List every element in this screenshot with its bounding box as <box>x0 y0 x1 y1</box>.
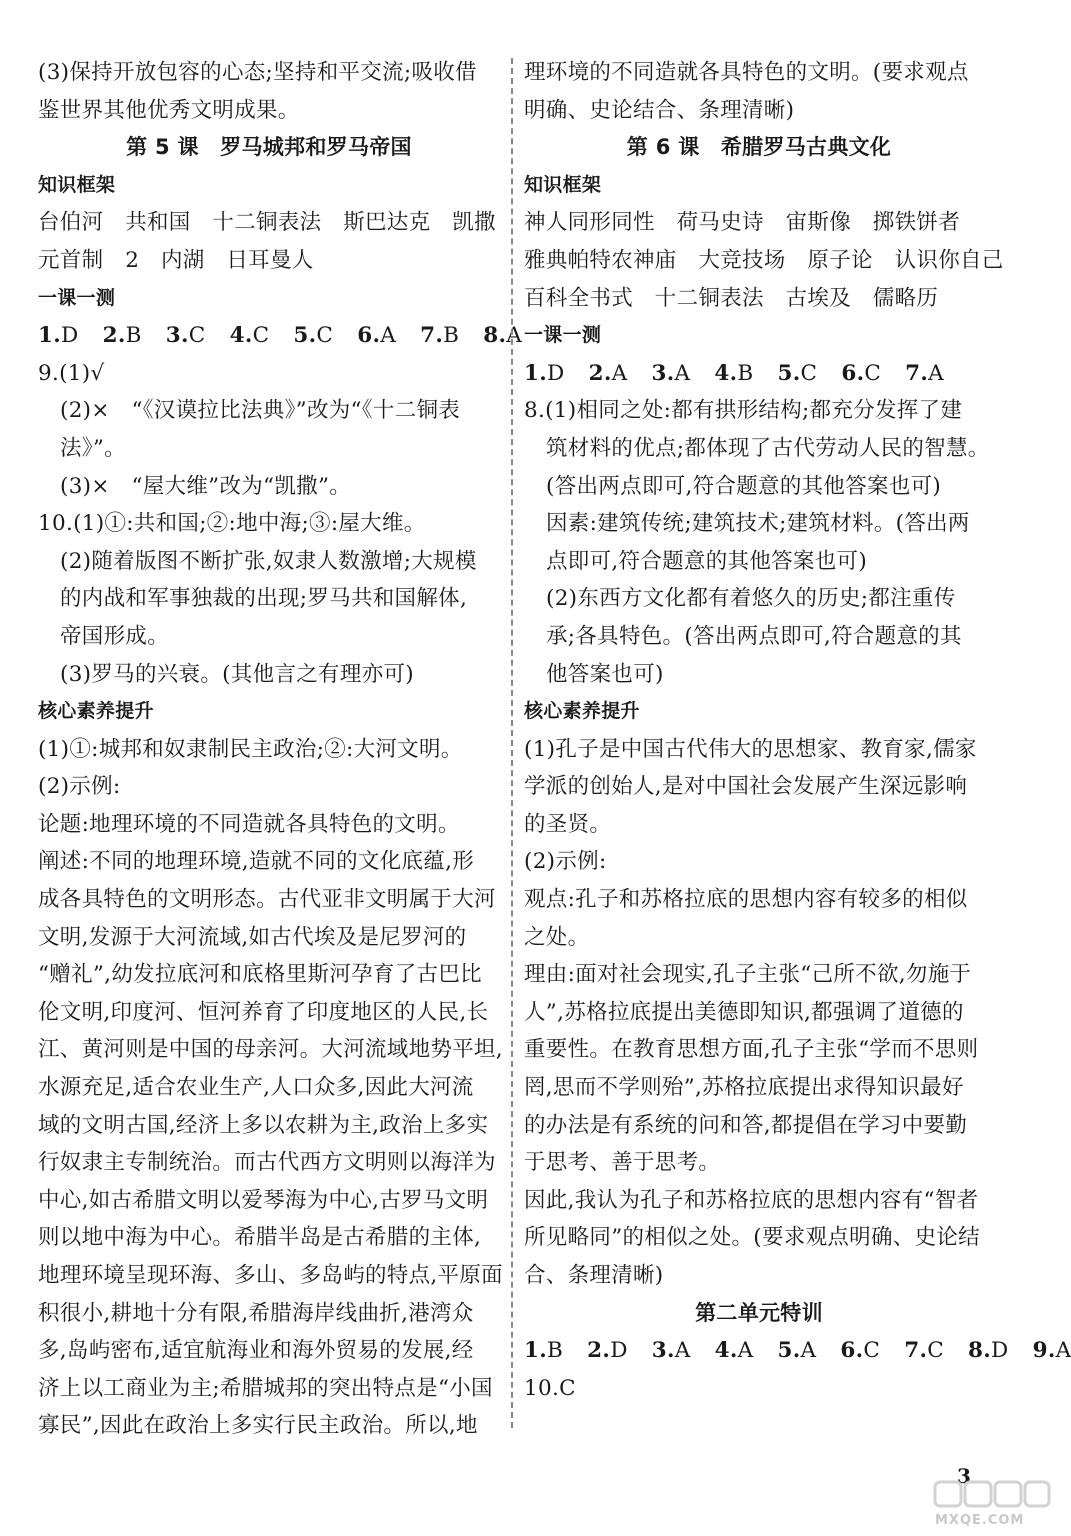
answer-choice: A <box>737 1338 754 1364</box>
answer-choice: B <box>737 360 754 386</box>
text-line: 文明,发源于大河流域,如古代埃及是尼罗河的 <box>38 924 467 950</box>
answer-number: 6. <box>840 1338 864 1364</box>
text-line: 神人同形同性 荷马史诗 宙斯像 掷铁饼者 <box>524 210 961 236</box>
answer-number: 8. <box>968 1338 992 1364</box>
answer-number: 1. <box>524 1338 548 1364</box>
answer-item <box>1033 1332 1071 1370</box>
answer-item <box>420 317 459 355</box>
answer-item <box>103 317 142 355</box>
text-line: 积很小,耕地十分有限,希腊海岸线曲折,港湾众 <box>38 1300 474 1326</box>
answer-row <box>524 1332 1071 1370</box>
answer-choice: A <box>380 323 397 349</box>
text-line: (3)罗马的兴衰。(其他言之有理亦可) <box>60 661 414 687</box>
answer-choice: A <box>674 1338 691 1364</box>
text-line: 寡民”,因此在政治上多实行民主政治。所以,地 <box>38 1413 478 1439</box>
answer-item <box>778 1332 817 1370</box>
text-line: 明确、史论结合、条理清晰) <box>524 97 795 123</box>
text-line: (3)× “屋大维”改为“凯撒”。 <box>60 473 352 499</box>
answer-number: 7. <box>904 1338 928 1364</box>
text-line: 因此,我认为孔子和苏格拉底的思想内容有“智者 <box>524 1187 979 1213</box>
text-line: 水源充足,适合农业生产,人口众多,因此大河流 <box>38 1075 474 1101</box>
answer-number: 3. <box>165 323 189 349</box>
text-line: 中心,如古希腊文明以爱琴海为中心,古罗马文明 <box>38 1187 489 1213</box>
section-heading: 一课一测 <box>38 286 116 309</box>
text-line: 域的文明古国,经济上多以农耕为主,政治上多实 <box>38 1112 489 1138</box>
right-column <box>524 54 1071 1407</box>
text-line: 则以地中海为中心。希腊半岛是古希腊的主体, <box>38 1225 482 1251</box>
text-line: 10.C <box>524 1375 576 1401</box>
answer-choice: C <box>864 360 882 386</box>
answer-item <box>357 317 396 355</box>
text-line: 人”,苏格拉底提出美德即知识,都强调了道德的 <box>524 999 964 1025</box>
answer-item <box>166 317 206 355</box>
answer-item <box>715 1332 754 1370</box>
text-line: (2)示例: <box>38 774 121 800</box>
text-line: 他答案也可) <box>546 661 664 687</box>
answer-number: 2. <box>102 323 126 349</box>
text-line: 百科全书式 十二铜表法 古埃及 儒略历 <box>524 285 939 311</box>
answer-choice: C <box>252 323 270 349</box>
answer-item <box>652 1332 691 1370</box>
text-line: (1)孔子是中国古代伟大的思想家、教育家,儒家 <box>524 736 977 762</box>
section-heading: 知识框架 <box>38 173 116 196</box>
text-line: (2)随着版图不断扩张,奴隶人数激增;大规模 <box>60 548 477 574</box>
answer-number: 2. <box>588 360 612 386</box>
answer-item <box>841 355 881 393</box>
section-heading: 核心素养提升 <box>38 700 154 723</box>
section-heading: 知识框架 <box>524 173 602 196</box>
text-line: 地理环境呈现环海、多山、多岛屿的特点,平原面 <box>38 1263 503 1288</box>
answer-item <box>589 355 628 393</box>
answer-choice: D <box>547 360 565 386</box>
answer-item <box>587 1332 628 1370</box>
text-line: “赠礼”,幼发拉底河和底格里斯河孕育了古巴比 <box>38 962 482 988</box>
text-line: 9.(1)√ <box>38 360 105 386</box>
text-line: 多,岛屿密布,适宜航海业和海外贸易的发展,经 <box>38 1338 474 1364</box>
answer-choice: A <box>928 360 944 386</box>
text-line: 合、条理清晰) <box>524 1263 664 1288</box>
answer-number: 4. <box>229 323 253 349</box>
text-line: 因素:建筑传统;建筑技术;建筑材料。(答出两 <box>546 511 970 537</box>
text-line: 点即可,符合题意的其他答案也可) <box>546 548 868 574</box>
answer-item <box>524 1332 563 1370</box>
text-line: 鉴世界其他优秀文明成果。 <box>38 97 300 123</box>
answer-choice: C <box>927 1338 944 1364</box>
text-line: 论题:地理环境的不同造就各具特色的文明。 <box>38 811 460 837</box>
answer-number: 8. <box>483 323 507 349</box>
answer-choice: C <box>863 1338 881 1364</box>
answer-item <box>38 317 79 355</box>
answer-choice: C <box>316 323 334 349</box>
answer-item <box>651 355 690 393</box>
text-line: 罔,思而不学则殆”,苏格拉底提出求得知识最好 <box>524 1075 964 1101</box>
answer-row <box>38 317 523 355</box>
answer-number: 3. <box>651 360 675 386</box>
text-line: (3)保持开放包容的心态;坚持和平交流;吸收借 <box>38 60 477 85</box>
answer-item <box>840 1332 880 1370</box>
section-heading: 核心素养提升 <box>524 700 640 723</box>
answer-choice: D <box>991 1338 1009 1364</box>
page-number: 3 <box>957 1464 971 1488</box>
lesson-title: 第 5 课 罗马城邦和罗马帝国 <box>126 135 412 160</box>
answer-item <box>968 1332 1009 1370</box>
answer-choice: B <box>443 323 460 349</box>
text-line: 的圣贤。 <box>524 811 612 837</box>
text-line: 之处。 <box>524 924 590 950</box>
answer-number: 9. <box>1032 1338 1056 1364</box>
answer-row <box>524 355 994 393</box>
answer-number: 1. <box>38 323 62 349</box>
answer-choice: B <box>547 1338 564 1364</box>
text-line: 雅典帕特农神庙 大竞技场 原子论 认识你自己 <box>524 247 1004 273</box>
text-line: 帝国形成。 <box>60 623 170 649</box>
text-line: 的办法是有系统的问和答,都提倡在学习中要勤 <box>524 1112 968 1138</box>
text-line: (答出两点即可,符合题意的其他答案也可) <box>546 473 942 499</box>
answer-number: 7. <box>905 360 929 386</box>
answer-item <box>714 355 753 393</box>
answer-choice: A <box>674 360 691 386</box>
answer-item <box>483 317 522 355</box>
answer-item <box>524 355 565 393</box>
answer-choice: A <box>1055 1338 1071 1364</box>
answer-number: 5. <box>293 323 317 349</box>
lesson-title: 第二单元特训 <box>695 1300 823 1325</box>
text-line: 理环境的不同造就各具特色的文明。(要求观点 <box>524 60 969 85</box>
answer-item <box>904 1332 944 1370</box>
text-line: 10.(1)①:共和国;②:地中海;③:屋大维。 <box>38 511 426 537</box>
text-line: 重要性。在教育思想方面,孔子主张“学而不思则 <box>524 1037 979 1063</box>
text-line: 伦文明,印度河、恒河养育了印度地区的人民,长 <box>38 999 489 1025</box>
text-line: 于思考、善于思考。 <box>524 1150 721 1176</box>
text-line: 阐述:不同的地理环境,造就不同的文化底蕴,形 <box>38 849 475 875</box>
text-line: (2)东西方文化都有着悠久的历史;都注重传 <box>546 586 956 612</box>
answer-number: 6. <box>357 323 381 349</box>
text-line: 筑材料的优点;都体现了古代劳动人民的智慧。 <box>546 435 990 461</box>
answer-item <box>230 317 270 355</box>
answer-choice: B <box>125 323 142 349</box>
answer-choice: C <box>800 360 818 386</box>
answer-choice: D <box>610 1338 628 1364</box>
answer-choice: A <box>800 1338 817 1364</box>
text-line: 8.(1)相同之处:都有拱形结构;都充分发挥了建 <box>524 398 963 424</box>
text-line: (1)①:城邦和奴隶制民主政治;②:大河文明。 <box>38 736 463 762</box>
text-line: 承;各具特色。(答出两点即可,符合题意的其 <box>546 623 962 649</box>
text-line: (2)× “《汉谟拉比法典》”改为“《十二铜表 <box>60 398 461 424</box>
text-line: 济上以工商业为主;希腊城邦的突出特点是“小国 <box>38 1375 493 1401</box>
answer-number: 5. <box>777 360 801 386</box>
answer-number: 2. <box>587 1338 611 1364</box>
column-divider <box>511 58 513 1428</box>
text-line: 学派的创始人,是对中国社会发展产生深远影响 <box>524 774 968 800</box>
answer-choice: A <box>611 360 628 386</box>
answer-number: 6. <box>841 360 865 386</box>
answer-number: 4. <box>714 1338 738 1364</box>
text-line: 的内战和军事独裁的出现;罗马共和国解体, <box>60 586 468 612</box>
left-column <box>38 54 523 1445</box>
section-heading: 一课一测 <box>524 324 602 347</box>
answer-choice: D <box>61 323 79 349</box>
answer-choice: C <box>188 323 206 349</box>
answer-item <box>293 317 333 355</box>
text-line: 台伯河 共和国 十二铜表法 斯巴达克 凯撒 <box>38 210 496 236</box>
text-line: 观点:孔子和苏格拉底的思想内容有较多的相似 <box>524 887 968 913</box>
text-line: 理由:面对社会现实,孔子主张“己所不欲,勿施于 <box>524 962 972 988</box>
answer-number: 5. <box>777 1338 801 1364</box>
text-line: 江、黄河则是中国的母亲河。大河流域地势平坦, <box>38 1037 503 1063</box>
answer-number: 7. <box>420 323 444 349</box>
text-line: 所见略同”的相似之处。(要求观点明确、史论结 <box>524 1225 980 1251</box>
text-line: 行奴隶主专制统治。而古代西方文明则以海洋为 <box>38 1150 496 1176</box>
answer-item <box>778 355 818 393</box>
text-line: 法》”。 <box>60 435 126 461</box>
watermark-text: MXQE.COM <box>935 1513 1025 1528</box>
answer-number: 3. <box>651 1338 675 1364</box>
text-line: 成各具特色的文明形态。古代亚非文明属于大河 <box>38 887 496 913</box>
lesson-title: 第 6 课 希腊罗马古典文化 <box>626 135 892 160</box>
answer-choice: A <box>506 323 523 349</box>
answer-item <box>905 355 944 393</box>
answer-number: 1. <box>524 360 548 386</box>
text-line: 元首制 2 内湖 日耳曼人 <box>38 247 314 273</box>
answer-number: 4. <box>714 360 738 386</box>
text-line: (2)示例: <box>524 849 607 875</box>
